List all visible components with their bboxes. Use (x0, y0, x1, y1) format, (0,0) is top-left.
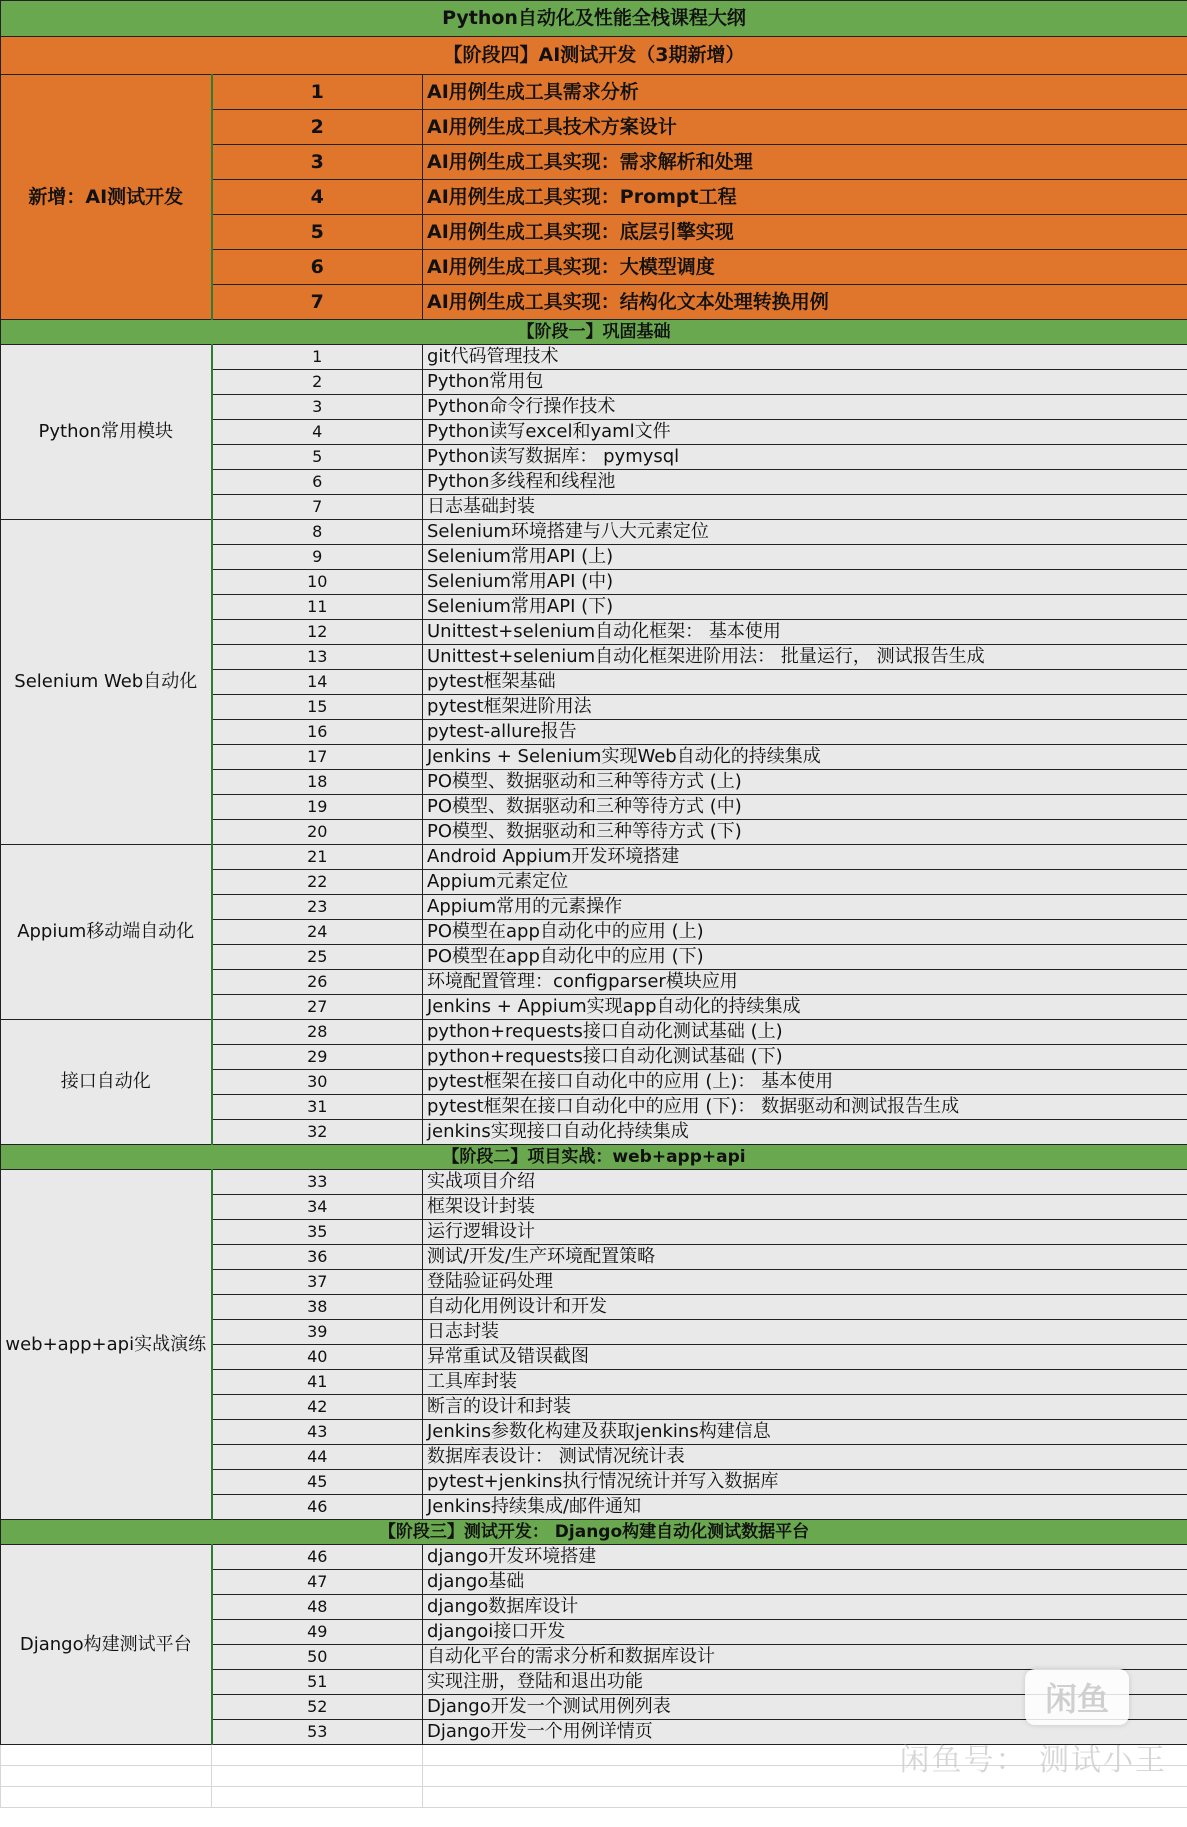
lesson-number: 51 (212, 1670, 423, 1695)
lesson-topic: 运行逻辑设计 (423, 1220, 1187, 1245)
lesson-number: 44 (212, 1445, 423, 1470)
lesson-topic: Unittest+selenium自动化框架进阶用法： 批量运行， 测试报告生成 (423, 645, 1187, 670)
lesson-number: 8 (212, 520, 423, 545)
lesson-topic: AI用例生成工具实现：结构化文本处理转换用例 (423, 285, 1187, 320)
lesson-topic: git代码管理技术 (423, 345, 1187, 370)
category-project-practice: web+app+api实战演练 (1, 1170, 212, 1520)
lesson-topic: AI用例生成工具实现：底层引擎实现 (423, 215, 1187, 250)
lesson-number: 33 (212, 1170, 423, 1195)
lesson-topic: pytest+jenkins执行情况统计并写入数据库 (423, 1470, 1187, 1495)
empty-cell (212, 1745, 423, 1766)
lesson-topic: Selenium环境搭建与八大元素定位 (423, 520, 1187, 545)
lesson-topic: Python读写excel和yaml文件 (423, 420, 1187, 445)
lesson-topic: django数据库设计 (423, 1595, 1187, 1620)
lesson-topic: 测试/开发/生产环境配置策略 (423, 1245, 1187, 1270)
stage4-header: 【阶段四】AI测试开发（3期新增） (1, 37, 1187, 75)
lesson-number: 5 (212, 445, 423, 470)
lesson-topic: Django开发一个测试用例列表 (423, 1695, 1187, 1720)
lesson-topic: Python命令行操作技术 (423, 395, 1187, 420)
lesson-number: 25 (212, 945, 423, 970)
lesson-number: 22 (212, 870, 423, 895)
lesson-topic: Jenkins持续集成/邮件通知 (423, 1495, 1187, 1520)
lesson-topic: 日志封装 (423, 1320, 1187, 1345)
lesson-topic: 环境配置管理：configparser模块应用 (423, 970, 1187, 995)
lesson-topic: Selenium常用API (上) (423, 545, 1187, 570)
lesson-number: 9 (212, 545, 423, 570)
lesson-topic: django开发环境搭建 (423, 1545, 1187, 1570)
lesson-number: 43 (212, 1420, 423, 1445)
table-row (1, 1545, 1187, 1570)
lesson-topic: Jenkins + Appium实现app自动化的持续集成 (423, 995, 1187, 1020)
lesson-number: 40 (212, 1345, 423, 1370)
lesson-number: 15 (212, 695, 423, 720)
lesson-number: 12 (212, 620, 423, 645)
lesson-topic: pytest-allure报告 (423, 720, 1187, 745)
lesson-number: 6 (212, 470, 423, 495)
lesson-number: 38 (212, 1295, 423, 1320)
lesson-topic: PO模型、数据驱动和三种等待方式 (上) (423, 770, 1187, 795)
lesson-topic: pytest框架基础 (423, 670, 1187, 695)
empty-cell (212, 1766, 423, 1787)
lesson-number: 16 (212, 720, 423, 745)
lesson-number: 24 (212, 920, 423, 945)
lesson-topic: jenkins实现接口自动化持续集成 (423, 1120, 1187, 1145)
lesson-topic: PO模型、数据驱动和三种等待方式 (中) (423, 795, 1187, 820)
lesson-number: 23 (212, 895, 423, 920)
lesson-number: 35 (212, 1220, 423, 1245)
lesson-number: 41 (212, 1370, 423, 1395)
lesson-number: 26 (212, 970, 423, 995)
lesson-topic: 自动化平台的需求分析和数据库设计 (423, 1645, 1187, 1670)
lesson-topic: python+requests接口自动化测试基础 (下) (423, 1045, 1187, 1070)
lesson-topic: Selenium常用API (下) (423, 595, 1187, 620)
stage4-header-row (1, 37, 1187, 75)
lesson-topic: Django开发一个用例详情页 (423, 1720, 1187, 1745)
watermark-text: 闲鱼号： 测试小王 (899, 1743, 1167, 1778)
lesson-topic: AI用例生成工具实现：Prompt工程 (423, 180, 1187, 215)
lesson-topic: Python常用包 (423, 370, 1187, 395)
lesson-topic: 工具库封装 (423, 1370, 1187, 1395)
lesson-number: 48 (212, 1595, 423, 1620)
lesson-number: 31 (212, 1095, 423, 1120)
stage1-header: 【阶段一】巩固基础 (1, 320, 1187, 345)
empty-cell (423, 1787, 1187, 1808)
lesson-topic: PO模型在app自动化中的应用 (上) (423, 920, 1187, 945)
lesson-number: 45 (212, 1470, 423, 1495)
lesson-topic: 登陆验证码处理 (423, 1270, 1187, 1295)
table-row (1, 345, 1187, 370)
lesson-topic: AI用例生成工具需求分析 (423, 75, 1187, 110)
lesson-number: 21 (212, 845, 423, 870)
lesson-number: 36 (212, 1245, 423, 1270)
lesson-number: 27 (212, 995, 423, 1020)
category-selenium-web: Selenium Web自动化 (1, 520, 212, 845)
stage2-header-row (1, 1145, 1187, 1170)
lesson-number: 11 (212, 595, 423, 620)
lesson-number: 49 (212, 1620, 423, 1645)
lesson-number: 3 (212, 395, 423, 420)
lesson-number: 13 (212, 645, 423, 670)
lesson-number: 32 (212, 1120, 423, 1145)
empty-row (1, 1787, 1187, 1808)
lesson-number: 5 (212, 215, 423, 250)
empty-cell (1, 1766, 212, 1787)
lesson-topic: 日志基础封装 (423, 495, 1187, 520)
lesson-number: 46 (212, 1545, 423, 1570)
lesson-topic: pytest框架在接口自动化中的应用 (上)： 基本使用 (423, 1070, 1187, 1095)
lesson-topic: 框架设计封装 (423, 1195, 1187, 1220)
lesson-number: 4 (212, 420, 423, 445)
lesson-number: 19 (212, 795, 423, 820)
lesson-topic: Jenkins参数化构建及获取jenkins构建信息 (423, 1420, 1187, 1445)
lesson-topic: Appium元素定位 (423, 870, 1187, 895)
lesson-topic: AI用例生成工具技术方案设计 (423, 110, 1187, 145)
category-appium-mobile: Appium移动端自动化 (1, 845, 212, 1020)
stage3-header: 【阶段三】测试开发： Django构建自动化测试数据平台 (1, 1520, 1187, 1545)
lesson-topic: Python多线程和线程池 (423, 470, 1187, 495)
lesson-number: 1 (212, 75, 423, 110)
lesson-number: 46 (212, 1495, 423, 1520)
lesson-number: 1 (212, 345, 423, 370)
sheet-title: Python自动化及性能全栈课程大纲 (1, 1, 1187, 37)
lesson-number: 52 (212, 1695, 423, 1720)
lesson-number: 29 (212, 1045, 423, 1070)
lesson-number: 14 (212, 670, 423, 695)
empty-cell (212, 1787, 423, 1808)
lesson-topic: Unittest+selenium自动化框架： 基本使用 (423, 620, 1187, 645)
lesson-topic: Android Appium开发环境搭建 (423, 845, 1187, 870)
lesson-number: 6 (212, 250, 423, 285)
lesson-number: 7 (212, 495, 423, 520)
lesson-number: 39 (212, 1320, 423, 1345)
lesson-topic: djangoi接口开发 (423, 1620, 1187, 1645)
lesson-number: 34 (212, 1195, 423, 1220)
lesson-number: 20 (212, 820, 423, 845)
category-django-platform: Django构建测试平台 (1, 1545, 212, 1745)
lesson-topic: pytest框架在接口自动化中的应用 (下)： 数据驱动和测试报告生成 (423, 1095, 1187, 1120)
xianyu-logo-icon: 闲鱼 (1025, 1669, 1129, 1725)
table-row (1, 1170, 1187, 1195)
lesson-number: 50 (212, 1645, 423, 1670)
lesson-number: 7 (212, 285, 423, 320)
empty-cell (1, 1745, 212, 1766)
lesson-topic: 实现注册，登陆和退出功能 (423, 1670, 1187, 1695)
lesson-topic: python+requests接口自动化测试基础 (上) (423, 1020, 1187, 1045)
lesson-number: 37 (212, 1270, 423, 1295)
lesson-topic: pytest框架进阶用法 (423, 695, 1187, 720)
lesson-topic: 数据库表设计： 测试情况统计表 (423, 1445, 1187, 1470)
lesson-topic: Selenium常用API (中) (423, 570, 1187, 595)
lesson-topic: Appium常用的元素操作 (423, 895, 1187, 920)
lesson-number: 30 (212, 1070, 423, 1095)
lesson-topic: django基础 (423, 1570, 1187, 1595)
table-row (1, 75, 1187, 110)
lesson-topic: Jenkins + Selenium实现Web自动化的持续集成 (423, 745, 1187, 770)
lesson-number: 53 (212, 1720, 423, 1745)
lesson-number: 4 (212, 180, 423, 215)
lesson-topic: AI用例生成工具实现：大模型调度 (423, 250, 1187, 285)
lesson-number: 18 (212, 770, 423, 795)
title-row (1, 1, 1187, 37)
lesson-topic: 自动化用例设计和开发 (423, 1295, 1187, 1320)
empty-cell (1, 1787, 212, 1808)
lesson-topic: Python读写数据库： pymysql (423, 445, 1187, 470)
lesson-number: 17 (212, 745, 423, 770)
table-row (1, 1020, 1187, 1045)
lesson-number: 10 (212, 570, 423, 595)
stage2-header: 【阶段二】项目实战：web+app+api (1, 1145, 1187, 1170)
lesson-number: 3 (212, 145, 423, 180)
lesson-topic: PO模型、数据驱动和三种等待方式 (下) (423, 820, 1187, 845)
lesson-topic: PO模型在app自动化中的应用 (下) (423, 945, 1187, 970)
lesson-number: 42 (212, 1395, 423, 1420)
category-python-modules: Python常用模块 (1, 345, 212, 520)
stage1-header-row (1, 320, 1187, 345)
table-row (1, 520, 1187, 545)
stage3-header-row (1, 1520, 1187, 1545)
category-ai-testing: 新增：AI测试开发 (1, 75, 212, 320)
lesson-number: 28 (212, 1020, 423, 1045)
lesson-number: 2 (212, 110, 423, 145)
lesson-topic: 异常重试及错误截图 (423, 1345, 1187, 1370)
lesson-number: 47 (212, 1570, 423, 1595)
table-row (1, 845, 1187, 870)
lesson-topic: AI用例生成工具实现：需求解析和处理 (423, 145, 1187, 180)
lesson-topic: 实战项目介绍 (423, 1170, 1187, 1195)
lesson-number: 2 (212, 370, 423, 395)
lesson-topic: 断言的设计和封装 (423, 1395, 1187, 1420)
category-api-automation: 接口自动化 (1, 1020, 212, 1145)
